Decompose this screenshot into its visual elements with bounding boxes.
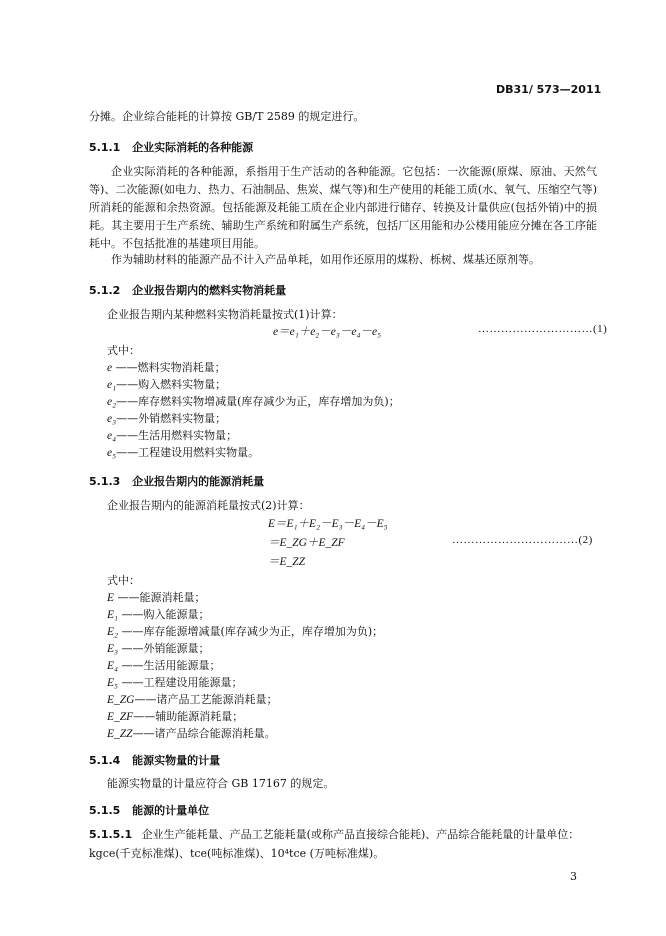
definition-item: E ——能源消耗量； bbox=[107, 591, 206, 604]
section-5-1-1-heading bbox=[89, 139, 253, 155]
formula-2-line-2: ＝E_ZG＋E_ZF bbox=[268, 537, 345, 549]
section-5-1-1-paragraph-2: 作为辅助材料的能源产品不计入产品单耗，如用作还原用的煤粉、栎树、煤基还原剂等。 bbox=[111, 253, 540, 266]
section-title: 能源的计量单位 bbox=[132, 804, 210, 817]
standard-code: DB31/ 573—2011 bbox=[496, 83, 602, 96]
formula-1: e＝e₁＋e₂－e₃－e₄－e₅ bbox=[273, 326, 382, 338]
definition-item: e₃——外销燃料实物量； bbox=[107, 412, 227, 425]
definition-item: E_ZF——辅助能源消耗量； bbox=[107, 710, 244, 723]
section-5-1-4-text: 能源实物量的计量应符合 GB 17167 的规定。 bbox=[107, 777, 335, 790]
section-5-1-3-heading bbox=[89, 473, 264, 489]
section-number: 5.1.5 bbox=[89, 804, 121, 817]
formula-1-number: (1) bbox=[593, 323, 608, 335]
section-5-1-5-heading bbox=[89, 802, 209, 818]
where-label: 式中： bbox=[107, 574, 140, 587]
section-number: 5.1.3 bbox=[89, 475, 121, 488]
formula-2-leader: ……………………………(2) bbox=[452, 534, 593, 546]
formula-2-line-1: E＝E₁＋E₂－E₃－E₄－E₅ bbox=[268, 518, 388, 530]
page-number: 3 bbox=[570, 870, 577, 883]
definition-item: E_ZZ——诸产品综合能源消耗量。 bbox=[107, 727, 276, 740]
where-label: 式中： bbox=[107, 344, 140, 357]
definition-item: e₁——购入燃料实物量； bbox=[107, 378, 227, 391]
intro-text: 分摊。企业综合能耗的计算按 GB/T 2589 的规定进行。 bbox=[89, 110, 365, 123]
formula-2-line-3: ＝E_ZZ bbox=[268, 556, 306, 568]
section-number: 5.1.4 bbox=[89, 754, 121, 767]
definition-item: E_ZG——诸产品工艺能源消耗量； bbox=[107, 693, 278, 706]
definition-item: e₅——工程建设用燃料实物量。 bbox=[107, 446, 260, 459]
formula-2-intro: 企业报告期内的能源消耗量按式(2)计算： bbox=[107, 499, 310, 512]
definition-item: E₅ ——工程建设用能源量； bbox=[107, 676, 243, 689]
section-5-1-5-1-line-1: 5.1.5.1 企业生产能耗量、产品工艺能耗量(或称产品直接综合能耗)、产品综合能耗量的计量单位： bbox=[89, 828, 580, 841]
formula-1-intro: 企业报告期内某种燃料实物消耗量按式(1)计算： bbox=[107, 308, 343, 321]
section-5-1-1-paragraph: 企业实际消耗的各种能源，系指用于生产活动的各种能源。它包括：一次能源(原煤、原油、天然气等)、二次能源(如电力、热力、石油制品、焦炭、煤气等)和生产使用的耗能工质(水、氧气、压缩空气等)所消耗的能源和余热资源。包括能源及耗能工质在企业内部进行储存、转换及计量供应(包括外销)中的损耗。其主要用于生产系统、辅助生产系统和附属生产系统，包括厂区用能和办公楼用能应分摊在各工序能耗中。不包括批准的基建项目用能。 bbox=[89, 165, 597, 250]
definition-item: E₄ ——生活用能源量； bbox=[107, 659, 221, 672]
definition-item: E₂ ——库存能源增减量(库存减少为正，库存增加为负)； bbox=[107, 625, 384, 638]
definition-item: e₂——库存燃料实物增减量(库存减少为正，库存增加为负)； bbox=[107, 395, 400, 408]
section-number: 5.1.5.1 bbox=[89, 828, 133, 841]
section-title: 企业实际消耗的各种能源 bbox=[132, 141, 254, 154]
definition-item: E₁ ——购入能源量； bbox=[107, 608, 210, 621]
definition-item: E₃ ——外销能源量； bbox=[107, 642, 210, 655]
section-5-1-5-1-line-2: kgce(千克标准煤)、tce(吨标准煤)、10⁴tce (万吨标准煤)。 bbox=[89, 847, 385, 860]
section-title: 能源实物量的计量 bbox=[132, 754, 221, 767]
section-title: 企业报告期内的燃料实物消耗量 bbox=[132, 284, 287, 297]
formula-1-leader: …………………………(1) bbox=[478, 323, 608, 335]
section-5-1-2-heading bbox=[89, 282, 286, 298]
section-number: 5.1.2 bbox=[89, 284, 121, 297]
section-title: 企业报告期内的能源消耗量 bbox=[132, 475, 265, 488]
definition-item: e ——燃料实物消耗量； bbox=[107, 361, 226, 374]
formula-2-number: (2) bbox=[578, 534, 593, 546]
definition-item: e₄——生活用燃料实物量； bbox=[107, 429, 238, 442]
section-number: 5.1.1 bbox=[89, 141, 121, 154]
section-5-1-4-heading bbox=[89, 752, 220, 768]
